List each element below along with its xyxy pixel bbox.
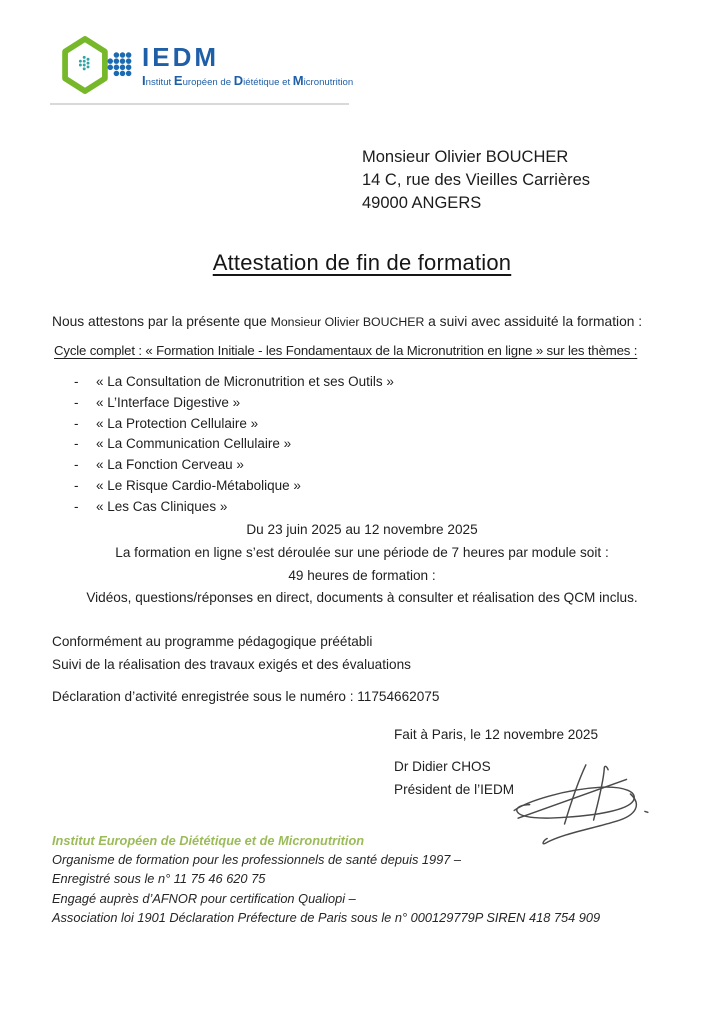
- tagline-text: icronutrition: [303, 77, 354, 88]
- tagline-initial: D: [233, 73, 244, 88]
- intro-trainee-name: Monsieur Olivier BOUCHER: [270, 315, 425, 329]
- footer-line: Engagé auprès d’AFNOR pour certification Qualiopi –: [52, 890, 356, 906]
- theme-item: [74, 434, 394, 455]
- bullet-dash: -: [74, 477, 79, 493]
- theme-item: [74, 414, 394, 435]
- tagline-text: iététique et: [243, 77, 293, 88]
- tagline-initial: M: [292, 73, 304, 88]
- logo-text: [142, 44, 353, 90]
- recipient-city: 49000 ANGERS: [362, 194, 482, 213]
- theme-label: « L’Interface Digestive »: [96, 394, 241, 410]
- tagline-text: nstitut: [145, 77, 174, 88]
- theme-item: [74, 455, 394, 476]
- cycle-title-line: Cycle complet : « Formation Initiale - les Fondamentaux de la Micronutrition en ligne » sur les thèmes :: [54, 343, 638, 358]
- iedm-logo: [62, 36, 353, 94]
- footer: [52, 831, 600, 927]
- intro-text-after: a suivi avec assiduité la formation :: [424, 314, 643, 329]
- tagline-initial: E: [173, 73, 183, 88]
- theme-label: « La Communication Cellulaire »: [96, 436, 292, 452]
- bullet-dash: -: [74, 374, 79, 389]
- document-title: Attestation de fin de formation: [212, 250, 512, 275]
- theme-label: « La Consultation de Micronutrition et ses Outils »: [96, 374, 394, 389]
- period-block: [0, 519, 724, 610]
- theme-label: « La Fonction Cerveau »: [96, 457, 244, 473]
- logo-tagline: [142, 72, 353, 90]
- header-divider: [50, 103, 349, 105]
- declaration-number-line: Déclaration d’activité enregistrée sous le numéro : 11754662075: [52, 689, 440, 704]
- theme-label: « Les Cas Cliniques »: [96, 498, 228, 514]
- recipient-street: 14 C, rue des Vieilles Carrières: [362, 171, 591, 190]
- theme-label: « La Protection Cellulaire »: [96, 415, 259, 431]
- theme-item: [74, 372, 394, 393]
- theme-label: « Le Risque Cardio-Métabolique »: [96, 477, 301, 493]
- footer-line: Organisme de formation pour les professionnels de santé depuis 1997 –: [52, 852, 462, 868]
- theme-item: [74, 393, 394, 414]
- compliance-line: Suivi de la réalisation des travaux exigés et des évaluations: [52, 657, 411, 672]
- bullet-dash: -: [74, 394, 79, 410]
- footer-line: Enregistré sous le n° 11 75 46 620 75: [52, 871, 266, 887]
- signer-title: Président de l’IEDM: [394, 782, 515, 797]
- footer-line: Association loi 1901 Déclaration Préfecture de Paris sous le n° 000129779P SIREN 418 754 909: [52, 909, 601, 925]
- bullet-dash: -: [74, 457, 79, 473]
- theme-item: [74, 497, 394, 518]
- recipient-address: [362, 146, 590, 216]
- compliance-block: [52, 630, 411, 676]
- theme-item: [74, 476, 394, 497]
- bullet-dash: -: [74, 415, 79, 431]
- recipient-name: Monsieur Olivier BOUCHER: [362, 148, 569, 166]
- place-date: Fait à Paris, le 12 novembre 2025: [394, 727, 599, 742]
- period-contents: Vidéos, questions/réponses en direct, documents à consulter et réalisation des QCM inclus.: [86, 590, 638, 606]
- tagline-initial: I: [142, 73, 146, 88]
- period-hours: 49 heures de formation :: [288, 567, 436, 583]
- footer-org-name: Institut Européen de Diététique et de Micronutrition: [52, 833, 365, 848]
- tagline-text: uropéen de: [182, 77, 234, 88]
- period-dates: Du 23 juin 2025 au 12 novembre 2025: [246, 522, 478, 537]
- themes-list: [74, 372, 394, 518]
- bullet-dash: -: [74, 498, 79, 514]
- intro-text-before: Nous attestons par la présente que: [52, 314, 271, 329]
- bullet-dash: -: [74, 436, 79, 452]
- compliance-line: Conformément au programme pédagogique préétabli: [52, 634, 373, 649]
- signer-name: Dr Didier CHOS: [394, 759, 491, 774]
- period-duration: La formation en ligne s’est déroulée sur une période de 7 heures par module soit :: [115, 544, 609, 560]
- iedm-hexagon-dots-icon: [62, 36, 134, 94]
- intro-paragraph: [52, 314, 642, 329]
- logo-acronym: IEDM: [142, 42, 219, 72]
